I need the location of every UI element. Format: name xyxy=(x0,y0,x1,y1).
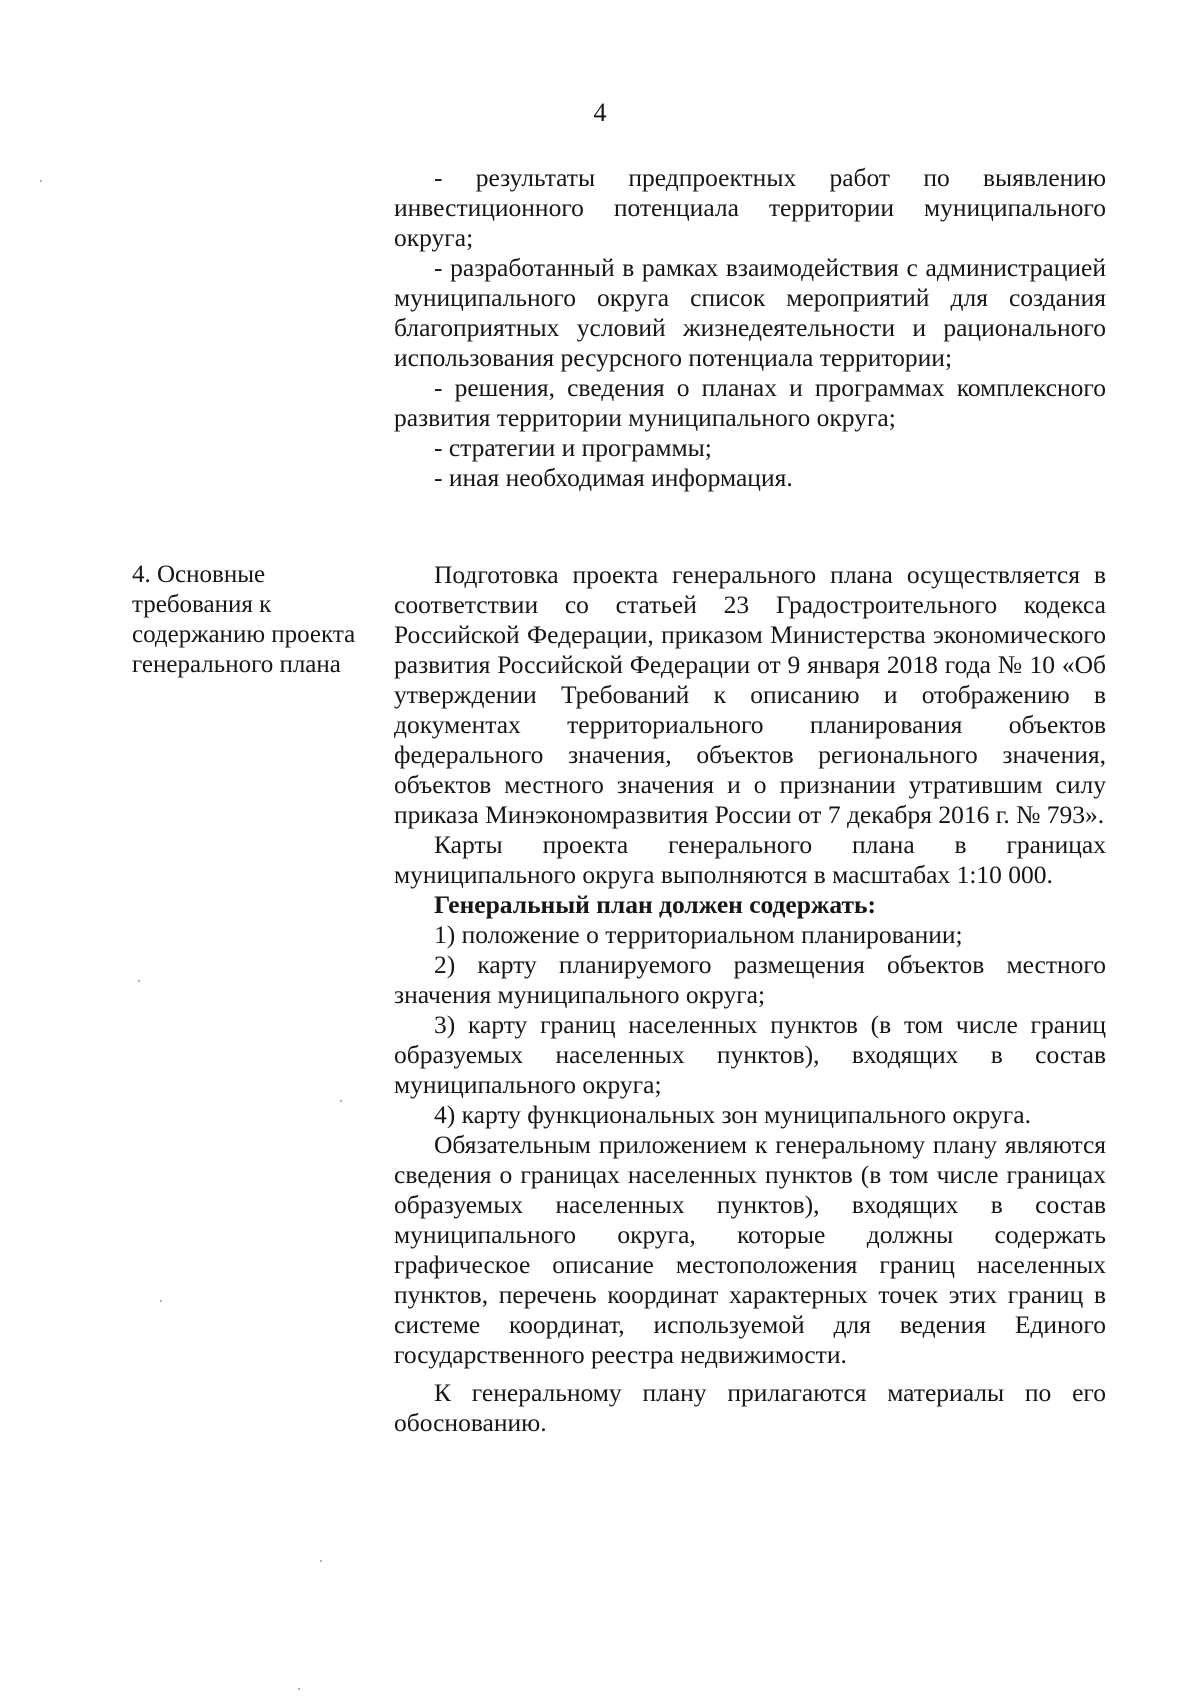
list-item: 2) карту планируемого размещения объектов местного значения муниципального округа; xyxy=(394,950,1106,1009)
top-list xyxy=(394,163,1106,493)
scan-speck xyxy=(40,180,42,182)
maps-scale-paragraph: Карты проекта генерального плана в границах муниципального округа выполняются в масштабах 1:10 000. xyxy=(394,830,1106,889)
scan-speck xyxy=(320,1560,322,1562)
list-item: - стратегии и программы; xyxy=(434,433,712,462)
page-number: 4 xyxy=(593,98,607,127)
list-item: 4) карту функциональных зон муниципального округа. xyxy=(434,1100,1031,1129)
list-item: - иная необходимая информация. xyxy=(434,463,793,492)
list-item: 1) положение о территориальном планировании; xyxy=(434,920,963,949)
justification-paragraph: К генеральному плану прилагаются материалы по его обоснованию. xyxy=(394,1378,1106,1437)
list-item: - результаты предпроектных работ по выявлению инвестиционного потенциала территории муниципального округа; xyxy=(394,163,1106,252)
scan-speck xyxy=(298,1688,300,1690)
list-item: 3) карту границ населенных пунктов (в том числе границ образуемых населенных пунктов), входящих в состав муниципального округа; xyxy=(394,1010,1106,1099)
must-contain-heading: Генеральный план должен содержать: xyxy=(434,890,877,919)
scan-speck xyxy=(340,1100,342,1102)
list-item: - разработанный в рамках взаимодействия с администрацией муниципального округа список мероприятий для создания благоприятных условий жизнедеятельности и рационального использования ресурсного потенциала территории; xyxy=(394,253,1106,372)
appendix-paragraph: Обязательным приложением к генеральному плану являются сведения о границах населенных пунктов (в том числе границах образуемых населенных пунктов), входящих в состав муниципального округа, которые должны содержать графическое описание местоположения границ населенных пунктов, перечень координат характерных точек этих границ в системе координат, используемой для ведения Единого государственного реестра недвижимости. xyxy=(394,1130,1106,1369)
scan-speck xyxy=(160,1300,162,1302)
intro-paragraph: Подготовка проекта генерального плана осуществляется в соответствии со статьей 23 Градостроительного кодекса Российской Федерации, приказом Министерства экономического развития Российской Федерации от 9 января 2018 года № 10 «Об утверждении Требований к описанию и отображению в документах территориального планирования объектов федерального значения, объектов регионального значения, объектов местного значения и о признании утратившим силу приказа Минэкономразвития России от 7 декабря 2016 г. № 793». xyxy=(394,560,1106,829)
list-item: - решения, сведения о планах и программах комплексного развития территории муниципального округа; xyxy=(394,373,1106,432)
section-body xyxy=(394,560,1106,1438)
section-label: 4. Основные требования к содержанию проекта генерального плана xyxy=(132,561,356,678)
scan-speck xyxy=(138,980,140,982)
